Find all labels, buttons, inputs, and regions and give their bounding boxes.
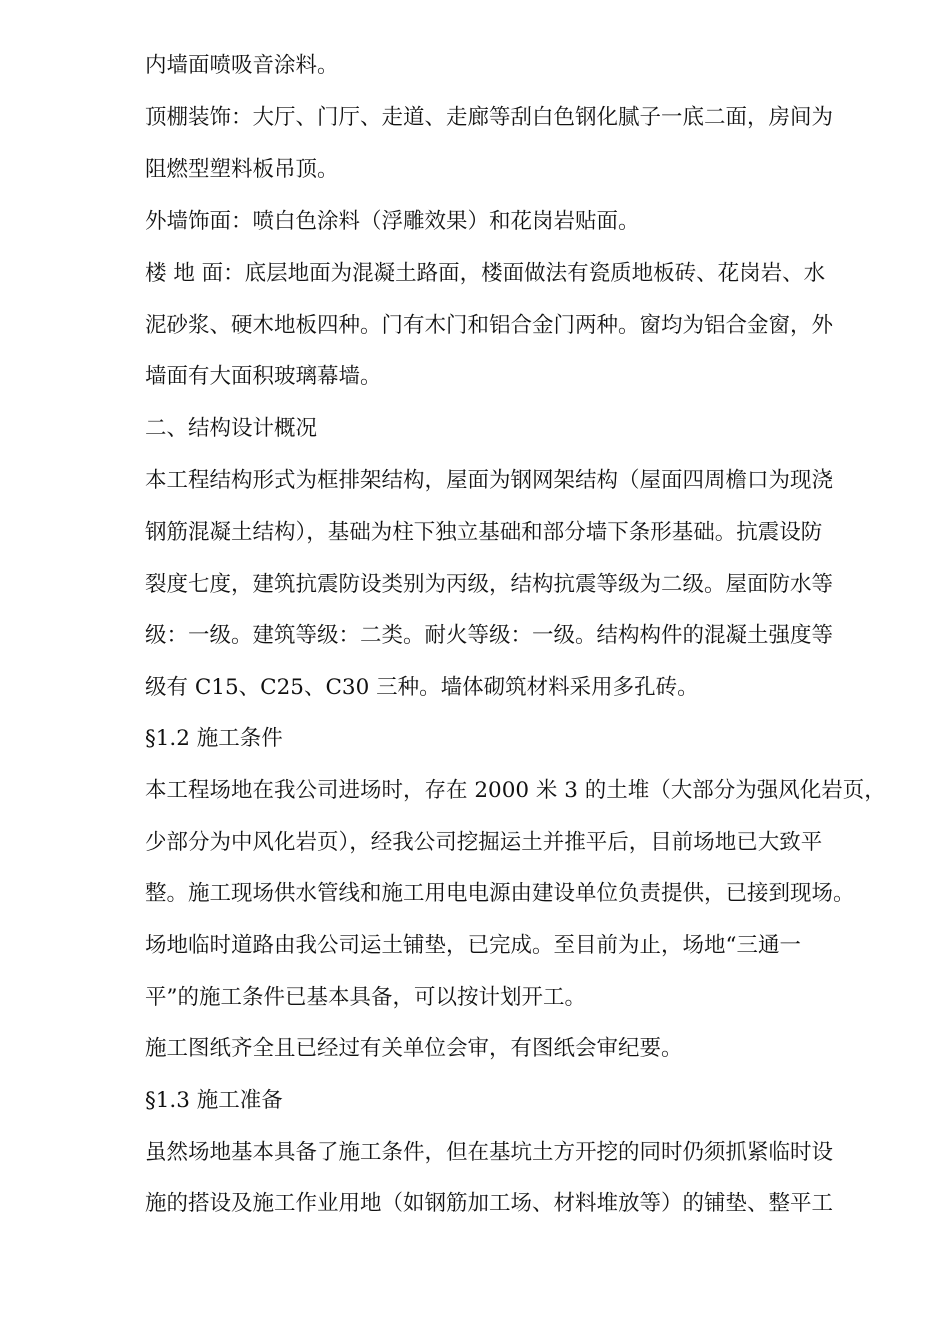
text-line: 级有 C15、C25、C30 三种。墙体砌筑材料采用多孔砖。 bbox=[145, 675, 699, 700]
text-line: 平”的施工条件已基本具备，可以按计划开工。 bbox=[145, 985, 586, 1010]
section-heading: §1.2 施工条件 bbox=[145, 726, 283, 751]
text-line: 级：一级。建筑等级：二类。耐火等级：一级。结构构件的混凝土强度等 bbox=[145, 623, 834, 648]
text-line: 墙面有大面积玻璃幕墙。 bbox=[145, 364, 382, 389]
text-line: 整。施工现场供水管线和施工用电电源由建设单位负责提供，已接到现场。 bbox=[145, 881, 855, 906]
section-heading: §1.3 施工准备 bbox=[145, 1088, 283, 1113]
text-line: 施工图纸齐全且已经过有关单位会审，有图纸会审纪要。 bbox=[145, 1036, 683, 1061]
text-line: 钢筋混凝土结构），基础为柱下独立基础和部分墙下条形基础。抗震设防 bbox=[145, 520, 823, 545]
text-line: 场地临时道路由我公司运土铺垫，已完成。至目前为止，场地“三通一 bbox=[145, 933, 801, 958]
text-line: 虽然场地基本具备了施工条件，但在基坑土方开挖的同时仍须抓紧临时设 bbox=[145, 1140, 834, 1165]
text-line: 楼 地 面：底层地面为混凝土路面，楼面做法有瓷质地板砖、花岗岩、水 bbox=[145, 261, 826, 286]
text-line: 本工程结构形式为框排架结构，屋面为钢网架结构（屋面四周檐口为现浇 bbox=[145, 468, 834, 493]
text-line: 裂度七度，建筑抗震防设类别为丙级，结构抗震等级为二级。屋面防水等 bbox=[145, 572, 834, 597]
text-line: 施的搭设及施工作业用地（如钢筋加工场、材料堆放等）的铺垫、整平工 bbox=[145, 1191, 834, 1216]
text-line: 内墙面喷吸音涂料。 bbox=[145, 53, 339, 78]
text-line: 少部分为中风化岩页），经我公司挖掘运土并推平后，目前场地已大致平 bbox=[145, 830, 823, 855]
text-line: 泥砂浆、硬木地板四种。门有木门和铝合金门两种。窗均为铝合金窗，外 bbox=[145, 313, 834, 338]
section-heading: 二、结构设计概况 bbox=[145, 416, 318, 441]
text-line: 外墙饰面：喷白色涂料（浮雕效果）和花岗岩贴面。 bbox=[145, 209, 640, 234]
text-line: 本工程场地在我公司进场时，存在 2000 米 3 的土堆（大部分为强风化岩页， bbox=[145, 778, 886, 803]
text-line: 阻燃型塑料板吊顶。 bbox=[145, 157, 339, 182]
text-line: 顶棚装饰：大厅、门厅、走道、走廊等刮白色钢化腻子一底二面，房间为 bbox=[145, 105, 834, 130]
